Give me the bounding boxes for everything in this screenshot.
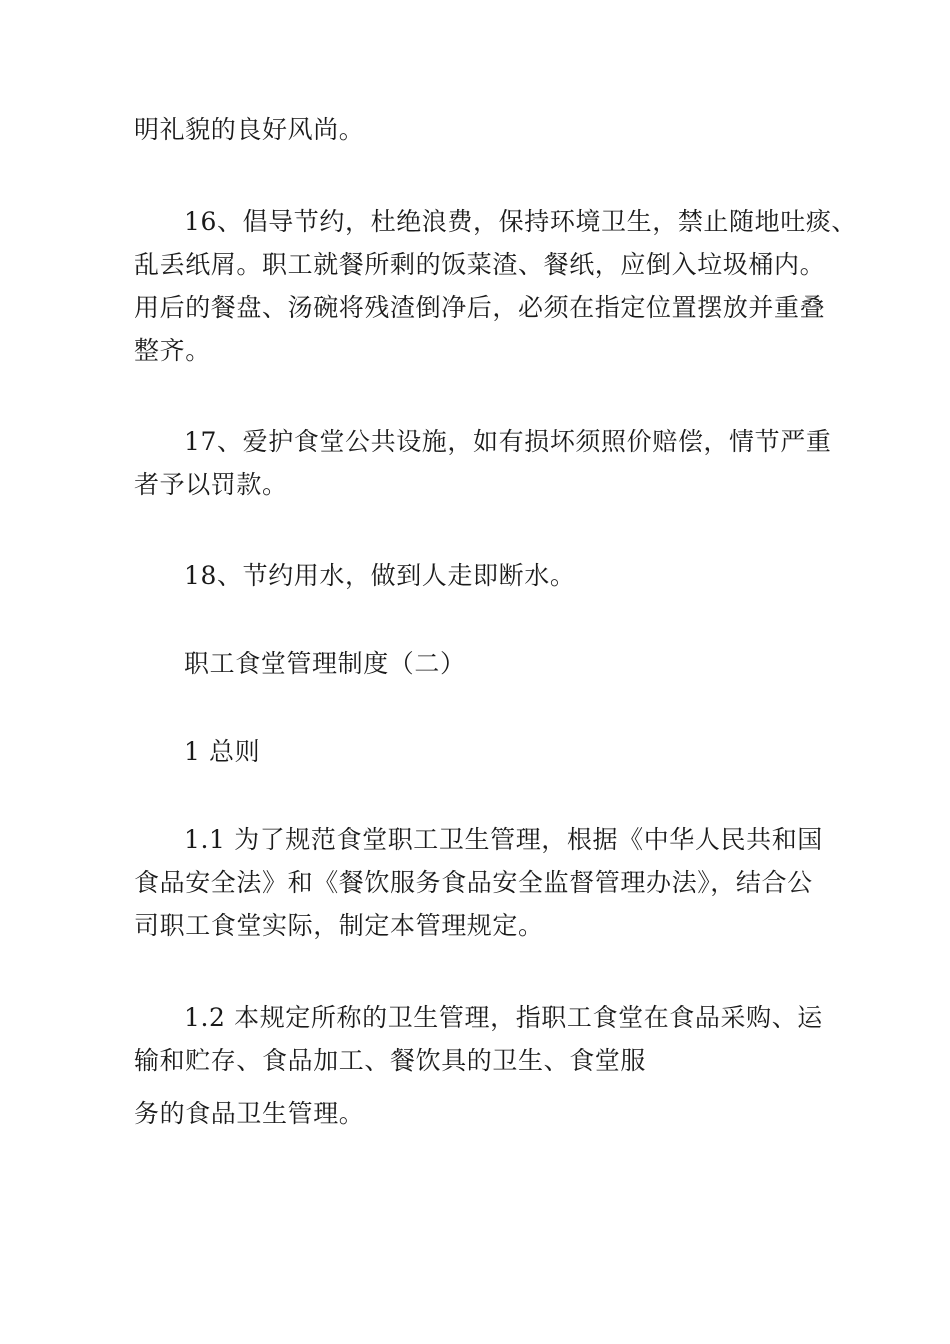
paragraph-item-18 (134, 554, 834, 597)
text-line: 整齐。 (134, 336, 211, 365)
text-line: 18、节约用水，做到人走即断水。 (184, 561, 576, 590)
text-line: 务的食品卫生管理。 (134, 1099, 365, 1128)
text-line: 职工食堂管理制度（二） (184, 649, 466, 678)
paragraph-item-17 (134, 420, 834, 506)
text-line: 输和贮存、食品加工、餐饮具的卫生、食堂服 (134, 1046, 647, 1075)
text-line: 1.1 为了规范食堂职工卫生管理，根据《中华人民共和国 (184, 825, 823, 854)
section-heading-general (134, 730, 834, 773)
text-line: 17、爱护食堂公共设施，如有损坏须照价赔偿，情节严重 (184, 427, 832, 456)
text-line: 乱丢纸屑。职工就餐所剩的饭菜渣、餐纸，应倒入垃圾桶内。 (134, 250, 826, 279)
text-line: 1.2 本规定所称的卫生管理，指职工食堂在食品采购、运 (184, 1003, 823, 1032)
paragraph-item-16 (134, 200, 858, 372)
text-line: 明礼貌的良好风尚。 (134, 115, 365, 144)
paragraph-continuation (134, 108, 834, 151)
text-line: 司职工食堂实际，制定本管理规定。 (134, 911, 544, 940)
paragraph-clause-1-2-continuation (134, 1092, 834, 1135)
paragraph-clause-1-1 (134, 818, 834, 947)
text-line: 者予以罚款。 (134, 470, 288, 499)
paragraph-clause-1-2 (134, 996, 834, 1082)
text-line: 16、倡导节约，杜绝浪费，保持环境卫生，禁止随地吐痰、 (184, 207, 858, 236)
text-line: 用后的餐盘、汤碗将残渣倒净后，必须在指定位置摆放并重叠 (134, 293, 826, 322)
text-line: 食品安全法》和《餐饮服务食品安全监督管理办法》，结合公 (134, 868, 813, 897)
text-line: 1 总则 (184, 737, 261, 766)
section-title-part-two (134, 642, 834, 685)
